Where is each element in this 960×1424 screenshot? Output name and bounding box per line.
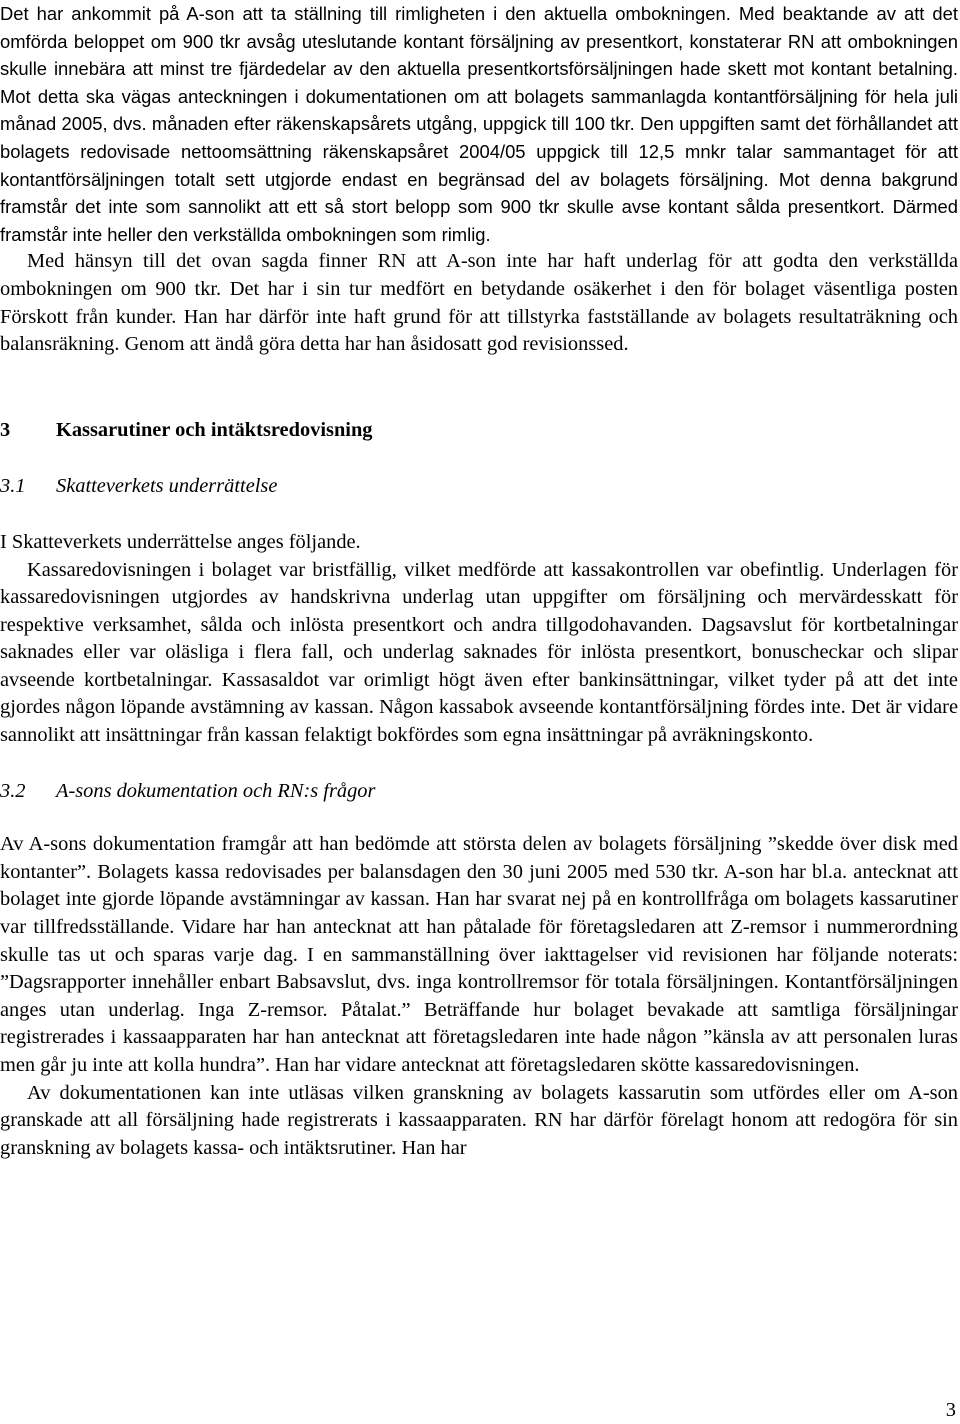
paragraph-granskning: Av dokumentationen kan inte utläsas vilken granskning av bolagets kassarutin som utfördes eller om A-son granskade att all försäljning hade registrerats i kassaapparaten. RN har därför förelagt honom att redogöra för sin granskning av bolagets kassa- och intäktsrutiner. Han har xyxy=(0,1081,958,1159)
paragraph-underrattelse-intro: I Skatteverkets underrättelse anges följande. xyxy=(0,530,361,553)
paragraph-kassaredovisning: Kassaredovisningen i bolaget var bristfällig, vilket medförde att kassakontrollen var obefintlig. Underlagen för kassaredovisningen utgjordes av handskrivna underlag utan uppgifter om försäljning och mervärdesskatt för respektive verksamhet, sålda och inlösta presentkort och andra tillgodohavanden. Dagsavslut för kortbetalningar saknades eller var oläsliga i flera fall, och underlag saknades för inlösta presentkort, bonuscheckar och slipar avseende kortbetalningar. Kassasaldot var orimligt högt även efter bankinsättningar, vilket tyder på att det inte gjordes någon löpande avstämning av kassan. Någon kassabok avseende kontantförsäljning fördes inte. Det är vidare sannolikt att insättningar från kassan felaktigt bokfördes som egna insättningar på avräkningskonto. xyxy=(0,558,958,747)
spacer xyxy=(0,359,958,417)
spacer xyxy=(0,501,958,529)
paragraph-omboknings-rimlighet: Det har ankommit på A-son att ta ställning till rimligheten i den aktuella ombokningen. Med beaktande av att det omförda beloppet om 900 tkr avsåg uteslutande kontant försäljning av presentkort, konstaterar RN att ombokningen skulle innebära att minst tre fjärdedelar av den aktuella presentkortsförsäljningen hade skett mot kontant betalning. Mot detta ska vägas anteckningen i dokumentationen om att bolagets sammanlagda kontantförsäljning för hela juli månad 2005, dvs. månaden efter räkenskapsårets utgång, uppgick till 100 tkr. Den uppgiften samt det förhållandet att bolagets redovisade nettoomsättning räkenskapsåret 2004/05 uppgick till 12,5 mnkr talar sammantaget för att kontantförsäljningen totalt sett utgjorde endast en begränsad del av bolagets försäljning. Mot denna bakgrund framstår det inte som sannolikt att ett så stort belopp som 900 tkr skulle avse kontant sålda presentkort. Därmed framstår inte heller den verkställda ombokningen som rimlig. xyxy=(0,3,958,245)
paragraph-dokumentation: Av A-sons dokumentation framgår att han bedömde att största delen av bolagets försäljning ”skedde över disk med kontanter”. Bolagets kassa redovisades per balansdagen den 30 juni 2005 med 530 tkr. A-son har bl.a. antecknat att bolaget inte gjorde löpande avstämningar av kassan. Han har svarat nej på en kontrollfråga om bolagets kassarutiner var tillfredsställande. Vidare har han antecknat att han påtalade för företagsledaren att Z-remsor i nummerordning skulle tas ut och sparas varje dag. I en sammanställning över iakttagelser vid revisionen har följande noterats: ”Dagsrapporter innehåller enbart Babsavslut, dvs. inga kontrollremsor för totala försäljningen. Kontantförsäljningen anges utan underlag. Inga Z-remsor. Påtalat.” Beträffande hur bolaget bevakade att samtliga försäljningar registrerades i kassaapparaten har han antecknat att företagsledaren inte hade någon ”känsla av att personalen luras men går ju inte att kolla hundra”. Han har vidare antecknat att företagsledaren skötte kassaredovisningen. xyxy=(0,833,958,1076)
subsection-heading-3-1 xyxy=(0,473,958,501)
section-heading-3 xyxy=(0,417,958,445)
section-title: Kassarutiner och intäktsredovisning xyxy=(56,418,373,441)
paragraph-slutsats-ombokning: Med hänsyn till det ovan sagda finner RN att A-son inte har haft underlag för att godta den verkställda ombokningen om 900 tkr. Det har i sin tur medfört en betydande osäkerhet i den för bolaget väsentliga posten Förskott från kunder. Han har därför inte haft grund för att tillstyrka fastställande av bolagets resultaträkning och balansräkning. Genom att ändå göra detta har han åsidosatt god revisionssed. xyxy=(0,250,958,356)
section-number: 3 xyxy=(0,418,11,441)
spacer xyxy=(0,444,958,473)
subsection-heading-3-2 xyxy=(0,778,958,806)
spacer xyxy=(0,750,958,778)
subsection-number: 3.2 xyxy=(0,779,26,802)
subsection-title: Skatteverkets underrättelse xyxy=(56,475,278,498)
subsection-title: A-sons dokumentation och RN:s frågor xyxy=(56,779,376,802)
page-number: 3 xyxy=(945,1399,956,1421)
spacer xyxy=(0,805,958,831)
subsection-number: 3.1 xyxy=(0,475,26,498)
